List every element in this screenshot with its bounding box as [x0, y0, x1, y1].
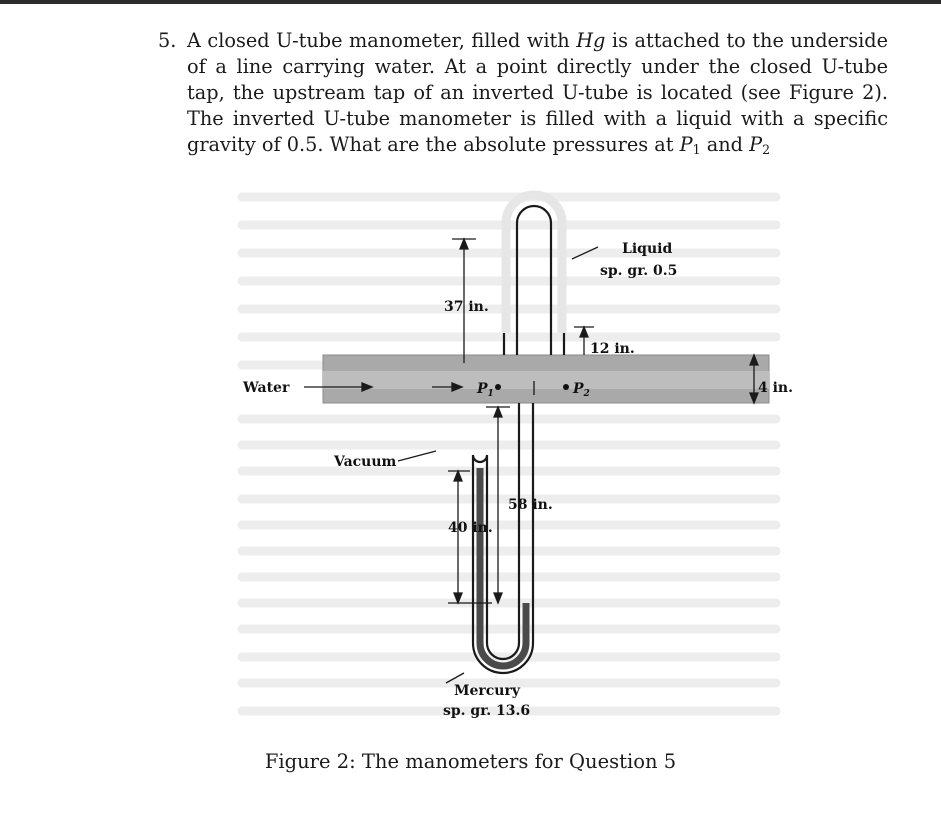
water-pipe-highlight — [323, 371, 769, 389]
vacuum-label: Vacuum — [334, 454, 397, 470]
dim-40-label: 40 in. — [448, 520, 493, 536]
water-label: Water — [243, 380, 290, 396]
inverted-u-tube — [504, 193, 564, 355]
top-border — [0, 0, 941, 4]
p2-label: $P_2$ — [573, 381, 590, 399]
figure-caption: Figure 2: The manometers for Question 5 — [264, 750, 677, 773]
liquid-sg-label: sp. gr. 0.5 — [600, 263, 678, 279]
question-5 — [158, 28, 888, 158]
p2-point — [563, 384, 569, 390]
dim-37-label: 37 in. — [444, 299, 489, 315]
p1-label: $P_1$ — [477, 381, 494, 399]
dim-4-label: 4 in. — [758, 380, 793, 396]
p1-point — [495, 384, 501, 390]
liquid-label: Liquid — [622, 241, 673, 257]
mercury-label: Mercury — [454, 683, 520, 699]
dim-12-label: 12 in. — [590, 341, 635, 357]
dim-58-label: 58 in. — [508, 497, 553, 513]
question-text: A closed U-tube manometer, filled with Hg is attached to the underside of a line carrying water. At a point directly under the closed U-tube tap, the upstream tap of an inverted U-tube is located (see Figure 2). The inverted U-tube manometer is filled with a liquid with a specific gravity of 0.5. What are the absolute pressures at $P_1$ and $P_2$ — [187, 29, 889, 158]
mercury-sg-label: sp. gr. 13.6 — [443, 703, 531, 719]
manometer-figure — [236, 183, 793, 723]
question-number: 5. — [158, 29, 177, 52]
manometer-diagram — [236, 183, 793, 723]
